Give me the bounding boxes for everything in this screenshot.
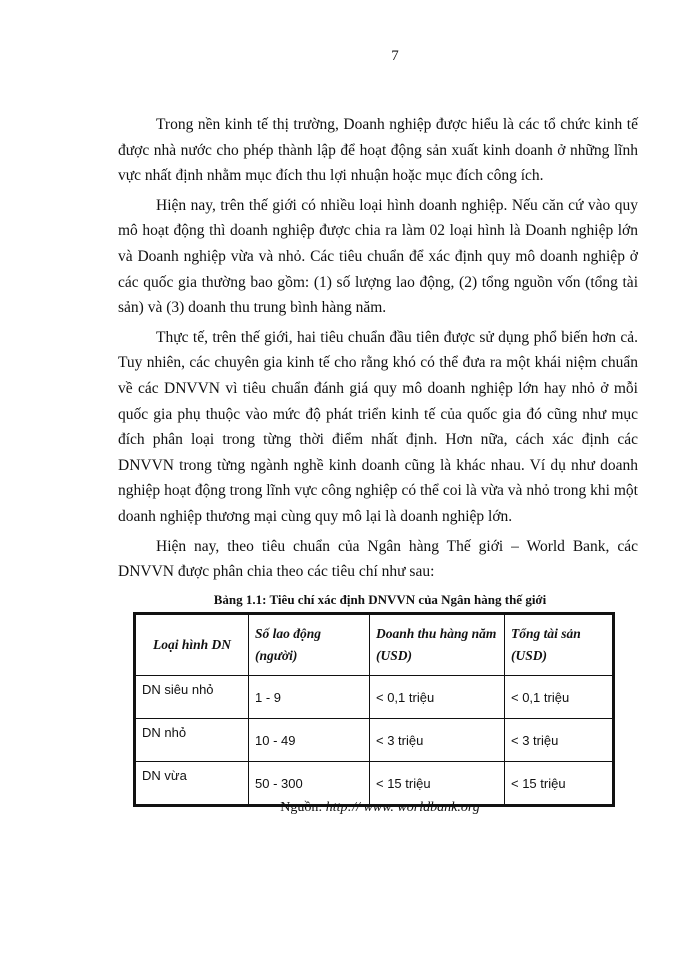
cell-assets: < 15 triệu (505, 762, 614, 806)
table-caption: Bảng 1.1: Tiêu chí xác định DNVVN của Ngân hàng thế giới (213, 592, 547, 607)
header-total-assets: Tổng tài sản (USD) (505, 614, 614, 676)
paragraph-1: Trong nền kinh tế thị trường, Doanh nghiệp được hiểu là các tổ chức kinh tế được nhà nước cho phép thành lập để hoạt động sản xuất kinh doanh ở những lĩnh vực nhất định nhằm mục đích thu lợi nhuận hoặc mục đích công ích. (118, 116, 638, 185)
source-note (120, 800, 640, 816)
cell-employees: 1 - 9 (249, 676, 370, 719)
header-employees: Số lao động (người) (249, 614, 370, 676)
page-number: 7 (391, 48, 399, 64)
header-annual-revenue: Doanh thu hàng năm (USD) (370, 614, 505, 676)
cell-revenue: < 0,1 triệu (370, 676, 505, 719)
cell-type: DN vừa (135, 762, 249, 806)
table-header-row (135, 614, 614, 676)
cell-revenue: < 3 triệu (370, 719, 505, 762)
source-label: Nguồn: (280, 800, 323, 815)
cell-revenue: < 15 triệu (370, 762, 505, 806)
paragraph-2: Hiện nay, trên thế giới có nhiều loại hình doanh nghiệp. Nếu căn cứ vào quy mô hoạt động thì doanh nghiệp được chia ra làm 02 loại hình là Doanh nghiệp lớn và Doanh nghiệp vừa và nhỏ. Các tiêu chuẩn để xác định quy mô doanh nghiệp ở các quốc gia thường bao gồm: (1) số lượng lao động, (2) tổng nguồn vốn (tổng tài sản) và (3) doanh thu trung bình hàng năm. (118, 196, 638, 317)
paragraph-3: Thực tế, trên thế giới, hai tiêu chuẩn đầu tiên được sử dụng phổ biến hơn cả. Tuy nhiên, các chuyên gia kinh tế cho rằng khó có thể đưa ra một khái niệm chuẩn về các DNVVN vì tiêu chuẩn đánh giá quy mô doanh nghiệp lớn hay nhỏ ở mỗi quốc gia phụ thuộc vào mức độ phát triển kinh tế của quốc gia đó cũng như mục đích phân loại trong từng thời điểm nhất định. Hơn nữa, cách xác định các DNVVN trong từng ngành nghề kinh doanh cũng là khác nhau. Ví dụ như doanh nghiệp hoạt động trong lĩnh vực công nghiệp có thể coi là vừa và nhỏ trong khi một doanh nghiệp thương mại cùng quy mô lại là doanh nghiệp lớn. (118, 328, 638, 525)
sme-criteria-table (133, 612, 615, 807)
source-url: http:// www. worldbank.org (325, 800, 480, 815)
cell-type: DN siêu nhỏ (135, 676, 249, 719)
cell-assets: < 0,1 triệu (505, 676, 614, 719)
body-text (118, 112, 638, 589)
table-row (135, 719, 614, 762)
header-business-type: Loại hình DN (135, 614, 249, 676)
table-row (135, 676, 614, 719)
cell-type: DN nhỏ (135, 719, 249, 762)
paragraph-4: Hiện nay, theo tiêu chuẩn của Ngân hàng Thế giới – World Bank, các DNVVN được phân chia theo các tiêu chí như sau: (118, 537, 638, 581)
table-row (135, 762, 614, 806)
cell-employees: 10 - 49 (249, 719, 370, 762)
cell-employees: 50 - 300 (249, 762, 370, 806)
cell-assets: < 3 triệu (505, 719, 614, 762)
